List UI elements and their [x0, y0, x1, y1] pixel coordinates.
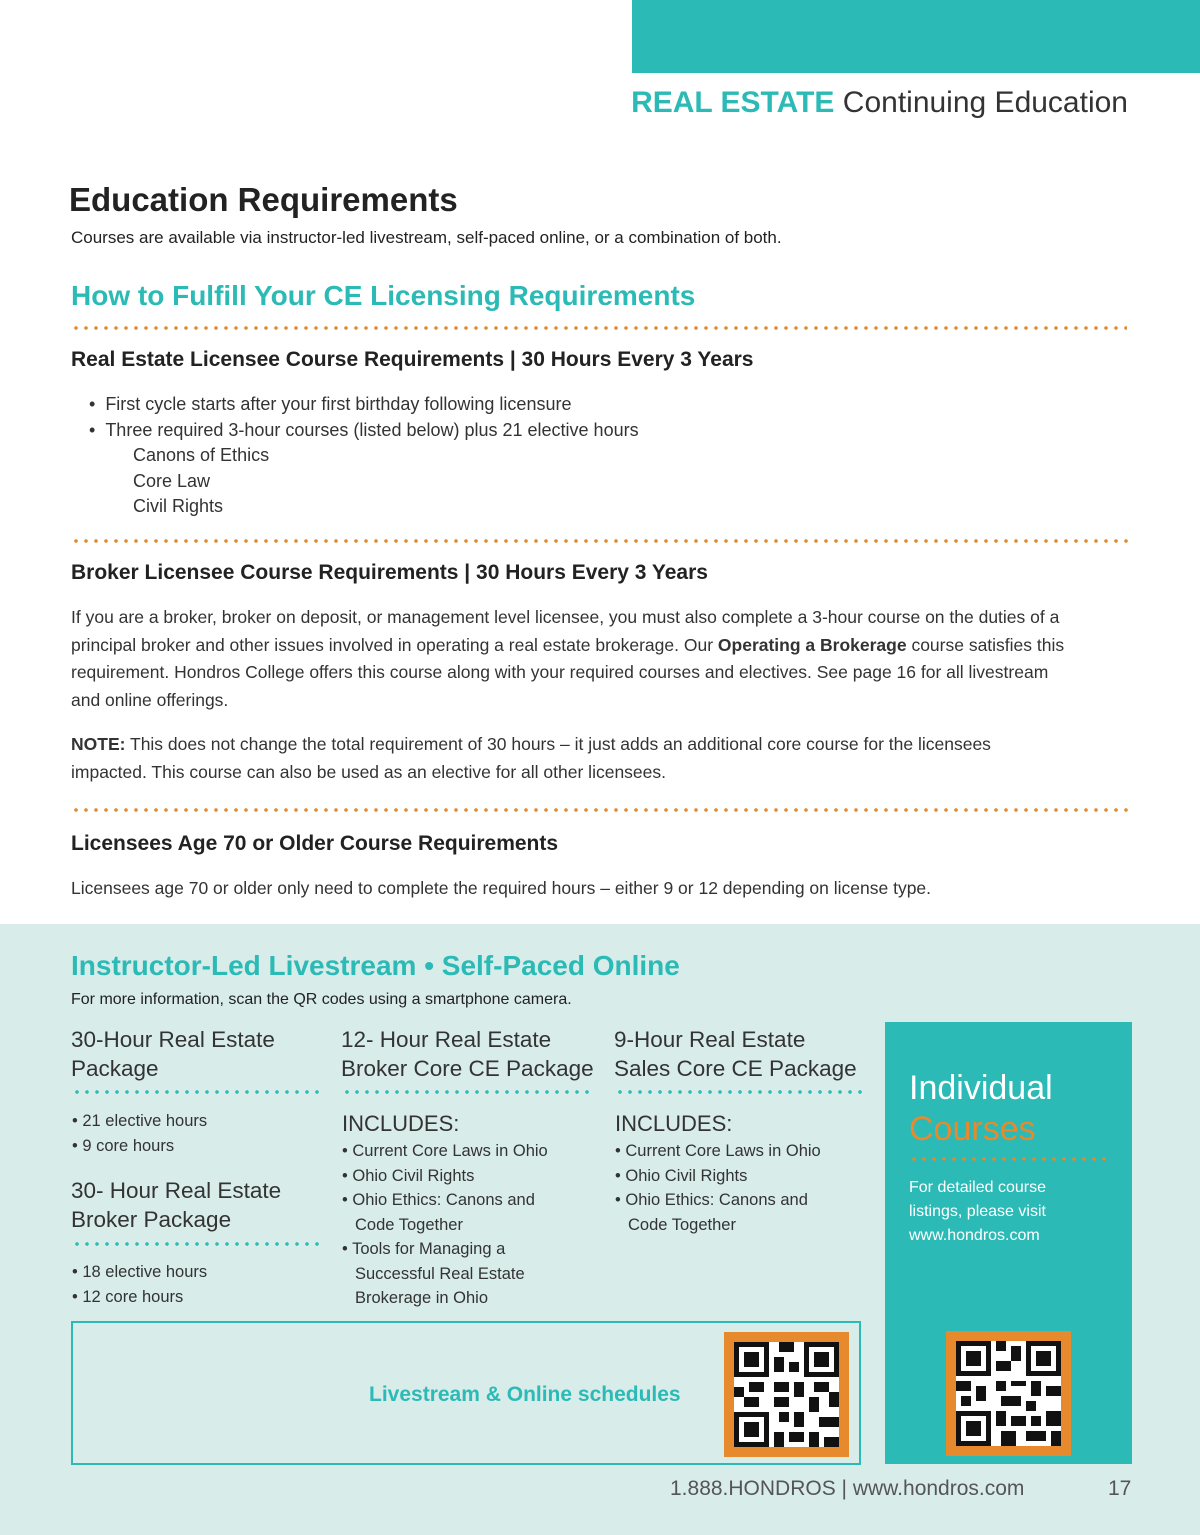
package-title-line: Broker Package [71, 1206, 232, 1232]
age70-text: Licensees age 70 or older only need to complete the required hours – either 9 or 12 depending on license type. [71, 878, 932, 898]
package-list [342, 1139, 572, 1311]
individual-courses-box [885, 1022, 1132, 1464]
list-item: • 12 core hours [72, 1285, 207, 1310]
list-item: • Ohio Ethics: Canons and Code Together [615, 1188, 845, 1237]
package-list [72, 1109, 207, 1158]
licensee-bullets [89, 392, 639, 443]
age70-heading: Licensees Age 70 or Older Course Requirements [71, 832, 559, 855]
list-item: • 18 elective hours [72, 1260, 207, 1285]
header-color-bar [632, 0, 1200, 73]
list-item: • Three required 3-hour courses (listed below) plus 21 elective hours [89, 418, 639, 444]
qr-code[interactable] [724, 1332, 849, 1457]
individual-title-line: Individual [909, 1069, 1053, 1107]
package-title-line: Broker Core CE Package [341, 1055, 594, 1081]
package-title-line: 9-Hour Real Estate [614, 1027, 806, 1052]
qr-code[interactable] [946, 1331, 1071, 1456]
individual-title [909, 1068, 1053, 1150]
individual-text [909, 1176, 1046, 1248]
header-title [631, 86, 1128, 120]
panel-subtitle: For more information, scan the QR codes using a smartphone camera. [71, 991, 572, 1008]
dotted-divider [342, 1090, 592, 1094]
panel-title: Instructor-Led Livestream • Self-Paced Online [71, 950, 680, 981]
package-title [341, 1026, 594, 1083]
dotted-divider [615, 1090, 865, 1094]
package-title-line: 30- Hour Real Estate [71, 1178, 282, 1203]
dotted-divider [71, 326, 1127, 330]
header-brand: REAL ESTATE [631, 86, 835, 119]
note-paragraph [71, 731, 1071, 786]
intro-text: Courses are available via instructor-led livestream, self-paced online, or a combination of both. [71, 228, 782, 247]
qr-code-icon [956, 1341, 1061, 1446]
schedules-box [71, 1321, 861, 1465]
list-item: Core Law [133, 470, 211, 491]
list-item: • Current Core Laws in Ohio [342, 1139, 572, 1164]
individual-title-line: Courses [909, 1110, 1036, 1148]
list-item: • Ohio Civil Rights [342, 1164, 572, 1189]
package-title-line: Sales Core CE Package [614, 1055, 857, 1081]
dotted-divider [71, 539, 1133, 543]
header-subtitle: Continuing Education [842, 86, 1128, 119]
note-label: NOTE: [71, 734, 126, 754]
individual-website-link[interactable]: www.hondros.com [909, 1227, 1040, 1244]
list-item: • 9 core hours [72, 1134, 207, 1159]
section-title: How to Fulfill Your CE Licensing Requirements [71, 280, 696, 311]
dotted-divider [72, 1090, 320, 1094]
list-item: • Ohio Civil Rights [615, 1164, 845, 1189]
broker-text: course satisfies this requirement. Hondros College offers this course along with your required courses and electives. See page 16 for all livestream and online offerings. [71, 634, 1065, 710]
includes-label: INCLUDES: [615, 1111, 733, 1136]
dotted-divider [71, 808, 1133, 812]
broker-paragraph [71, 604, 1071, 714]
broker-course-name: Operating a Brokerage [717, 634, 907, 655]
individual-text-line: listings, please visit [909, 1203, 1046, 1220]
required-courses-list [133, 443, 269, 520]
schedules-label: Livestream & Online schedules [369, 1383, 681, 1406]
broker-heading: Broker Licensee Course Requirements | 30 Hours Every 3 Years [71, 561, 708, 584]
qr-code-icon [734, 1342, 839, 1447]
individual-text-line: For detailed course [909, 1179, 1046, 1196]
includes-label: INCLUDES: [342, 1111, 460, 1136]
list-item: • Tools for Managing a Successful Real Estate Brokerage in Ohio [342, 1237, 572, 1311]
note-text: This does not change the total requirement of 30 hours – it just adds an additional core course for the licensees impacted. This course can also be used as an elective for all other licensees. [71, 734, 991, 782]
list-item: • 21 elective hours [72, 1109, 207, 1134]
package-title [71, 1026, 275, 1083]
broker-text: If you are a broker, broker on deposit, or management level licensee, you must also complete a 3-hour course on the duties of a principal broker and other issues involved in operating a real estate brokerage. Our [71, 607, 1060, 655]
dotted-divider [909, 1157, 1107, 1161]
package-title [614, 1026, 857, 1083]
package-list [72, 1260, 207, 1309]
footer-contact: 1.888.HONDROS | www.hondros.com [670, 1477, 1025, 1500]
package-title-line: 30-Hour Real Estate [71, 1027, 275, 1052]
dotted-divider [72, 1242, 320, 1246]
package-title-line: Package [71, 1055, 159, 1081]
package-title [71, 1177, 281, 1234]
list-item: • Ohio Ethics: Canons and Code Together [342, 1188, 572, 1237]
list-item: Civil Rights [133, 496, 224, 516]
package-list [615, 1139, 845, 1237]
licensee-heading: Real Estate Licensee Course Requirements | 30 Hours Every 3 Years [71, 348, 754, 371]
list-item: • Current Core Laws in Ohio [615, 1139, 845, 1164]
page-title: Education Requirements [69, 181, 458, 218]
list-item: • First cycle starts after your first birthday following licensure [89, 392, 639, 418]
package-title-line: 12- Hour Real Estate [341, 1027, 552, 1052]
list-item: Canons of Ethics [133, 445, 270, 465]
page-number: 17 [1108, 1477, 1132, 1500]
